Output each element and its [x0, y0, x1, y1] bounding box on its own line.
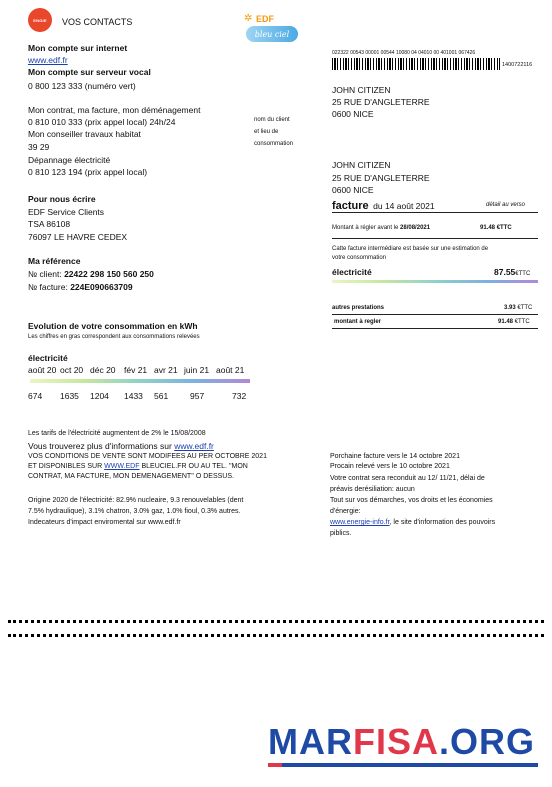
- elec-amount: [494, 266, 530, 280]
- month-label: juin 21: [184, 365, 210, 375]
- elec-gradient-bar: [332, 280, 538, 283]
- other-label: autres prestations: [332, 305, 385, 311]
- address-1-city: 0600 NICE: [332, 109, 374, 119]
- month-label: oct 20: [60, 365, 84, 375]
- notes-www-edf-link[interactable]: WWW.EDF: [104, 463, 140, 470]
- barcode-text: 022322 00543 00001 00544 10080 04 04010 00 401001 067426: [332, 50, 476, 56]
- notes-line-5: CONTRAT, MA FACTURE, MON DEMENAGEMENT'' O DESSUS.: [28, 473, 234, 480]
- watermark-underline-accent: [268, 763, 282, 767]
- due-date: 28/08/2021: [400, 225, 431, 231]
- consumption-energy-label: électricité: [28, 353, 68, 363]
- elec-label: électricité: [332, 267, 372, 277]
- logo-badge-icon: ENGIE: [33, 17, 47, 23]
- bleu-ciel-logo: [246, 26, 298, 42]
- consumption-value: 1204: [90, 391, 109, 401]
- dotted-separator-top: [8, 620, 544, 623]
- consumption-value: 1635: [60, 391, 79, 401]
- contract-line-1: Votre contrat sera reconduit au 12/ 11/21, délai de: [330, 475, 485, 482]
- invoice-value: 224E090663709: [70, 282, 133, 292]
- watermark-part-2: FISA: [352, 721, 439, 762]
- contract-line-6: piblics.: [330, 530, 352, 537]
- invoice-label: № facture:: [28, 282, 68, 292]
- month-label: avr 21: [154, 365, 178, 375]
- due-amount: [480, 224, 512, 233]
- client-value: 22422 298 150 560 250: [64, 269, 154, 279]
- side-note-2: et lieu de: [254, 129, 279, 135]
- energie-info-link[interactable]: www.energie-info.fr: [330, 519, 390, 526]
- contract-title: Mon contrat, ma facture, mon déménagement: [28, 105, 201, 115]
- repair-title: Dépannage électricité: [28, 155, 111, 165]
- contract-line-3: Tout sur vos démarches, vos droits et les économies: [330, 497, 493, 504]
- month-label: août 20: [28, 365, 57, 375]
- side-note-1: nom du client: [254, 117, 290, 123]
- facture-word: facture: [332, 200, 369, 212]
- advisor-title: Mon conseiller travaux habitat: [28, 129, 141, 139]
- due-line: [332, 224, 430, 233]
- contract-line-2: préavis derésiliation: aucun: [330, 486, 415, 493]
- total-amount: [498, 318, 530, 327]
- barcode: [332, 58, 500, 70]
- write-line-3: 76097 LE HAVRE CEDEX: [28, 232, 128, 242]
- watermark-part-1: MAR: [268, 721, 353, 762]
- estimate-line-2: votre consommation: [332, 255, 387, 261]
- write-line-2: TSA 86108: [28, 219, 71, 229]
- contract-number: 0 810 010 333 (prix appel local) 24h/24: [28, 117, 176, 127]
- logo-badge: [28, 8, 52, 32]
- write-line-1: EDF Service Clients: [28, 207, 105, 217]
- due-amount-value: 91.48: [480, 225, 496, 231]
- total-label: montant à regler: [334, 319, 382, 325]
- consumption-value: 732: [232, 391, 247, 401]
- client-label: № client:: [28, 269, 62, 279]
- write-title: Pour nous écrire: [28, 194, 96, 204]
- watermark-underline: [268, 763, 538, 767]
- total-currency: €TTC: [514, 319, 530, 325]
- contract-line-5-text: , le site d'information des pouvoirs: [389, 519, 496, 526]
- other-amount: [504, 304, 532, 313]
- due-currency: €TTC: [496, 225, 512, 231]
- consumption-value: 674: [28, 391, 43, 401]
- elec-currency: €TTC: [515, 271, 531, 277]
- address-1-name: JOHN CITIZEN: [332, 85, 391, 95]
- barcode-number: 1400722116: [502, 62, 533, 68]
- notes-line-1: Les tarifs de l'électricité augmentent de 2% le 15/08/2008: [28, 430, 206, 437]
- facture-divider: [332, 212, 538, 213]
- vocal-title: Mon compte sur serveur vocal: [28, 67, 151, 77]
- month-label: déc 20: [90, 365, 116, 375]
- edf-brand: EDF: [256, 14, 274, 24]
- next-invoice: Porchaine facture vers le 14 octobre 2021: [330, 453, 460, 460]
- origin-line-1: Origine 2020 de l'électricité: 82.9% nucleaire, 9.3 renouvelables (dent: [28, 497, 244, 504]
- client-ref: [28, 268, 154, 280]
- address-2-city: 0600 NICE: [332, 185, 374, 195]
- consumption-gradient-bar: [30, 379, 250, 383]
- internet-title: Mon compte sur internet: [28, 43, 128, 53]
- other-currency: €TTC: [517, 305, 533, 311]
- notes-line-4-post: BLEUCIEL.FR OU AU TEL. ''MON: [139, 463, 248, 470]
- advisor-number: 39 29: [28, 142, 50, 152]
- bleu-ciel-text: bleu ciel: [254, 29, 290, 39]
- elec-amount-value: 87.55: [494, 267, 516, 277]
- total-amount-value: 91.48: [498, 319, 514, 325]
- edf-star-icon: ✲: [244, 13, 253, 24]
- vocal-number: 0 800 123 333 (numéro vert): [28, 81, 136, 91]
- notes-line-2: [28, 440, 214, 452]
- other-amount-value: 3.93: [504, 305, 516, 311]
- notes-line-4: [28, 462, 248, 472]
- due-divider: [332, 238, 538, 239]
- origin-line-3: Indecateurs d'impact enviromental sur www.edf.fr: [28, 519, 181, 526]
- consumption-value: 957: [190, 391, 205, 401]
- contract-line-5: [330, 518, 495, 528]
- notes-line-2-text: Vous trouverez plus d'informations sur: [28, 441, 175, 451]
- next-reading: Procain relevé vers le 10 octobre 2021: [330, 463, 450, 470]
- notes-line-3: VOS CONDITIONS DE VENTE SONT MODIFEES AU PER OCTOBRE 2021: [28, 453, 267, 460]
- facture-date: du 14 août 2021: [373, 201, 435, 211]
- address-2-street: 25 RUE D'ANGLETERRE: [332, 173, 430, 183]
- marfisa-watermark: [268, 722, 535, 762]
- section-title: VOS CONTACTS: [62, 17, 133, 27]
- estimate-line-1: Catte facture intermédiare est basée sur une estimation de: [332, 246, 489, 252]
- address-1-street: 25 RUE D'ANGLETERRE: [332, 97, 430, 107]
- consumption-values: [28, 390, 258, 402]
- month-label: août 21: [216, 365, 245, 375]
- invoice-ref: [28, 281, 133, 293]
- total-divider: [332, 328, 538, 329]
- repair-number: 0 810 123 194 (prix appel local): [28, 167, 148, 177]
- due-label: Montant à régler avant le: [332, 225, 401, 231]
- detail-link[interactable]: détail au verso: [486, 202, 526, 208]
- ref-title: Ma référence: [28, 256, 81, 266]
- notes-line-4-text: ET DISPONIBLES SUR: [28, 463, 105, 470]
- address-2-name: JOHN CITIZEN: [332, 160, 391, 170]
- consumption-value: 1433: [124, 391, 143, 401]
- internet-link[interactable]: www.edf.fr: [28, 55, 68, 65]
- consumption-subtitle: Les chiffres en gras correspondent aux consommations relevées: [28, 334, 200, 340]
- dotted-separator-bottom: [8, 634, 544, 637]
- side-note-3: consommation: [254, 141, 294, 147]
- origin-line-2: 7.5% hydraulique), 3.1% chatron, 3.0% gaz, 1.0% fioul, 0.3% autres.: [28, 508, 241, 515]
- contract-line-4: d'énergie:: [330, 508, 361, 515]
- month-label: fév 21: [124, 365, 148, 375]
- other-divider: [332, 314, 538, 315]
- notes-edf-link[interactable]: www.edf.fr: [174, 441, 214, 451]
- consumption-months: [28, 364, 258, 376]
- watermark-part-3: .ORG: [439, 721, 536, 762]
- consumption-value: 561: [154, 391, 169, 401]
- consumption-title: Evolution de votre consommation en kWh: [28, 321, 198, 331]
